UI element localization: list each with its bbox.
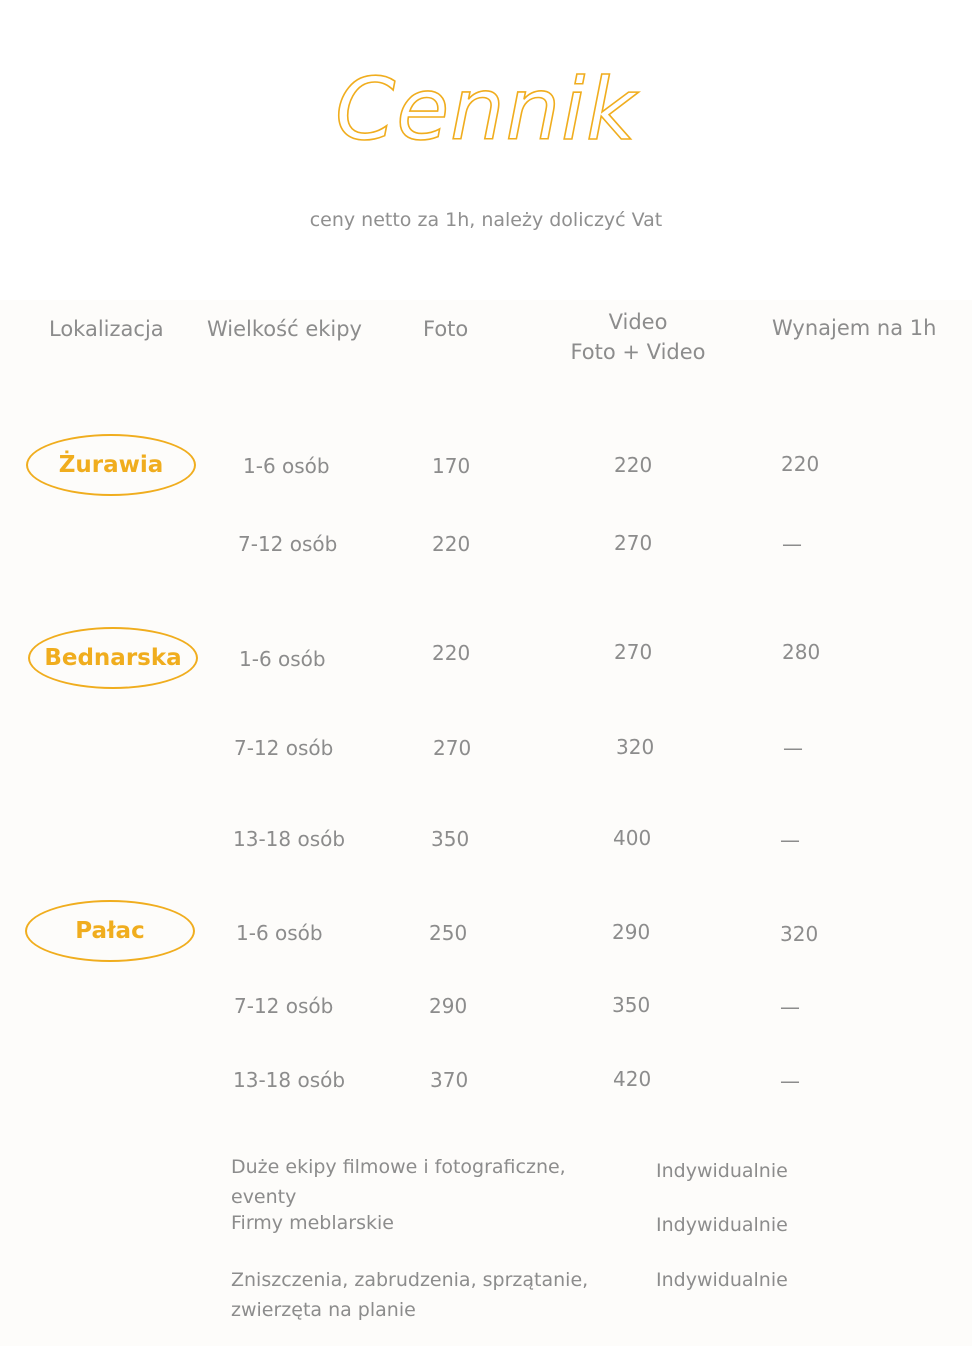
video-price-cell: 320 [616, 735, 655, 759]
rent-price-cell: — [780, 1069, 800, 1093]
extra-value: Indywidualnie [656, 1269, 788, 1291]
rent-price-cell: 320 [780, 922, 819, 946]
team-size-cell: 1-6 osób [236, 921, 323, 945]
extra-label: Duże ekipy filmowe i fotograficzne, eventy [231, 1156, 566, 1208]
video-price-cell: 420 [613, 1067, 652, 1091]
header-photo-video: Foto + Video [570, 340, 706, 364]
team-size-cell: 7-12 osób [234, 736, 334, 760]
rent-price-cell: — [782, 532, 802, 556]
video-price-cell: 220 [614, 453, 653, 477]
video-price-cell: 270 [614, 531, 653, 555]
extra-label: Zniszczenia, zabrudzenia, sprzątanie, zwierzęta na planie [231, 1269, 589, 1321]
team-size-cell: 7-12 osób [234, 994, 334, 1018]
rent-price-cell: — [780, 828, 800, 852]
rent-price-cell: — [780, 995, 800, 1019]
page-title: Cennik [335, 60, 637, 160]
video-price-cell: 400 [613, 826, 652, 850]
team-size-cell: 1-6 osób [239, 647, 326, 671]
rent-price-cell: 220 [781, 452, 820, 476]
team-size-cell: 1-6 osób [243, 454, 330, 478]
location-badge-zurawia: Żurawia [26, 434, 196, 496]
header-video: Video [608, 310, 668, 334]
team-size-cell: 13-18 osób [233, 827, 346, 851]
page-subtitle: ceny netto za 1h, należy doliczyć Vat [309, 209, 663, 231]
location-badge-bednarska: Bednarska [28, 627, 198, 689]
photo-price-cell: 290 [429, 994, 468, 1018]
rent-price-cell: 280 [782, 640, 821, 664]
header-photo: Foto [423, 317, 469, 341]
extra-value: Indywidualnie [656, 1160, 788, 1182]
photo-price-cell: 370 [430, 1068, 469, 1092]
extra-value: Indywidualnie [656, 1214, 788, 1236]
team-size-cell: 13-18 osób [233, 1068, 346, 1092]
photo-price-cell: 250 [429, 921, 468, 945]
rent-price-cell: — [783, 736, 803, 760]
video-price-cell: 290 [612, 920, 651, 944]
video-price-cell: 350 [612, 993, 651, 1017]
photo-price-cell: 220 [432, 641, 471, 665]
header-location: Lokalizacja [49, 317, 164, 341]
photo-price-cell: 220 [432, 532, 471, 556]
location-badge-palac: Pałac [25, 900, 195, 962]
extra-label: Firmy meblarskie [231, 1212, 394, 1234]
header-rent: Wynajem na 1h [772, 316, 937, 340]
team-size-cell: 7-12 osób [238, 532, 338, 556]
photo-price-cell: 270 [433, 736, 472, 760]
video-price-cell: 270 [614, 640, 653, 664]
photo-price-cell: 350 [431, 827, 470, 851]
header-team: Wielkość ekipy [207, 317, 362, 341]
photo-price-cell: 170 [432, 454, 471, 478]
